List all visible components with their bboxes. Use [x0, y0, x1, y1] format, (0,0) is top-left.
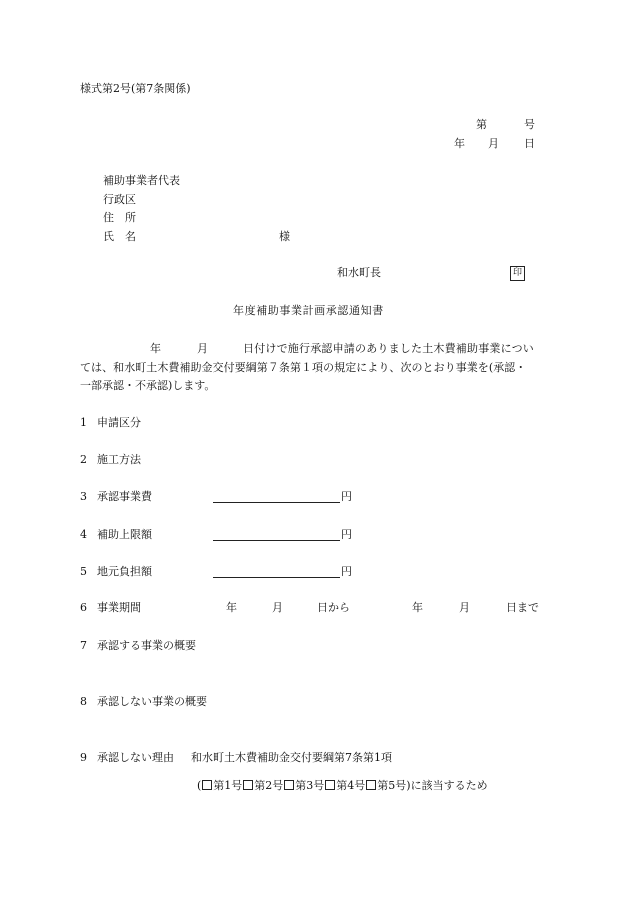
option-5-label: 第5号 — [377, 779, 407, 792]
body-line1-rest: 日付けで施行承認申請のありました土木費補助事業につい — [243, 342, 534, 355]
body-line3: 一部承認・不承認)します。 — [80, 379, 216, 392]
option-2-label: 第2号 — [254, 779, 284, 792]
body-app-month: 月 — [197, 342, 208, 355]
address-label: 住 所 — [103, 211, 136, 224]
date-year-label: 年 — [454, 137, 465, 150]
period-end-year: 年 — [412, 601, 423, 614]
item-6-label: 事業期間 — [97, 601, 141, 614]
item-5-label: 地元負担額 — [97, 565, 152, 578]
item-4-amount-line — [213, 540, 340, 541]
date-day-label: 日 — [524, 137, 535, 150]
item-1-label: 申請区分 — [97, 416, 141, 429]
item-2-label: 施工方法 — [97, 453, 141, 466]
item-9-label: 承認しない理由 — [97, 751, 174, 764]
checkbox-option-2[interactable] — [243, 780, 253, 790]
item-5-number: 5 — [80, 565, 87, 578]
item-2-number: 2 — [80, 453, 87, 466]
period-start-year: 年 — [226, 601, 237, 614]
checkbox-option-5[interactable] — [366, 780, 376, 790]
addressee-line1: 補助事業者代表 — [103, 174, 180, 187]
date-month-label: 月 — [488, 137, 499, 150]
item-3-unit: 円 — [341, 490, 352, 503]
item-9-reason: 和水町土木費補助金交付要綱第7条第1項 — [191, 751, 392, 764]
item-4-unit: 円 — [341, 528, 352, 541]
form-label: 様式第2号(第7条関係) — [80, 82, 191, 95]
period-end-day: 日まで — [506, 601, 539, 614]
body-line2: ては、和水町土木費補助金交付要綱第７条第１項の規定により、次のとおり事業を(承認・ — [80, 361, 527, 374]
item-3-amount-line — [213, 502, 340, 503]
option-3-label: 第3号 — [295, 779, 325, 792]
item-7-number: 7 — [80, 639, 87, 652]
options-closing: )に該当するため — [406, 779, 488, 792]
item-3-number: 3 — [80, 490, 87, 503]
period-start-day: 日から — [317, 601, 350, 614]
name-label: 氏 名 — [103, 230, 136, 243]
option-4-label: 第4号 — [336, 779, 366, 792]
checkbox-option-1[interactable] — [202, 780, 212, 790]
item-1-number: 1 — [80, 416, 87, 429]
checkbox-option-4[interactable] — [325, 780, 335, 790]
item-9-number: 9 — [80, 751, 87, 764]
period-start-month: 月 — [272, 601, 283, 614]
body-app-year: 年 — [150, 342, 161, 355]
doc-number-dai: 第 — [476, 118, 487, 131]
item-7-label: 承認する事業の概要 — [97, 639, 196, 652]
item-5-amount-line — [213, 577, 340, 578]
options-open-paren: ( — [197, 779, 202, 792]
item-5-unit: 円 — [341, 565, 352, 578]
addressee-line2: 行政区 — [103, 193, 136, 206]
doc-number-go: 号 — [524, 118, 535, 131]
item-8-label: 承認しない事業の概要 — [97, 695, 207, 708]
item-4-number: 4 — [80, 528, 87, 541]
seal-mark: 印 — [510, 266, 525, 281]
item-4-label: 補助上限額 — [97, 528, 152, 541]
period-end-month: 月 — [459, 601, 470, 614]
item-3-label: 承認事業費 — [97, 490, 152, 503]
doc-title: 年度補助事業計画承認通知書 — [233, 304, 384, 317]
honorific: 様 — [279, 230, 290, 243]
issuer-title: 和水町長 — [337, 266, 381, 279]
item-9-options-line — [197, 779, 488, 793]
item-8-number: 8 — [80, 695, 87, 708]
checkbox-option-3[interactable] — [284, 780, 294, 790]
option-1-label: 第1号 — [213, 779, 243, 792]
item-6-number: 6 — [80, 601, 87, 614]
